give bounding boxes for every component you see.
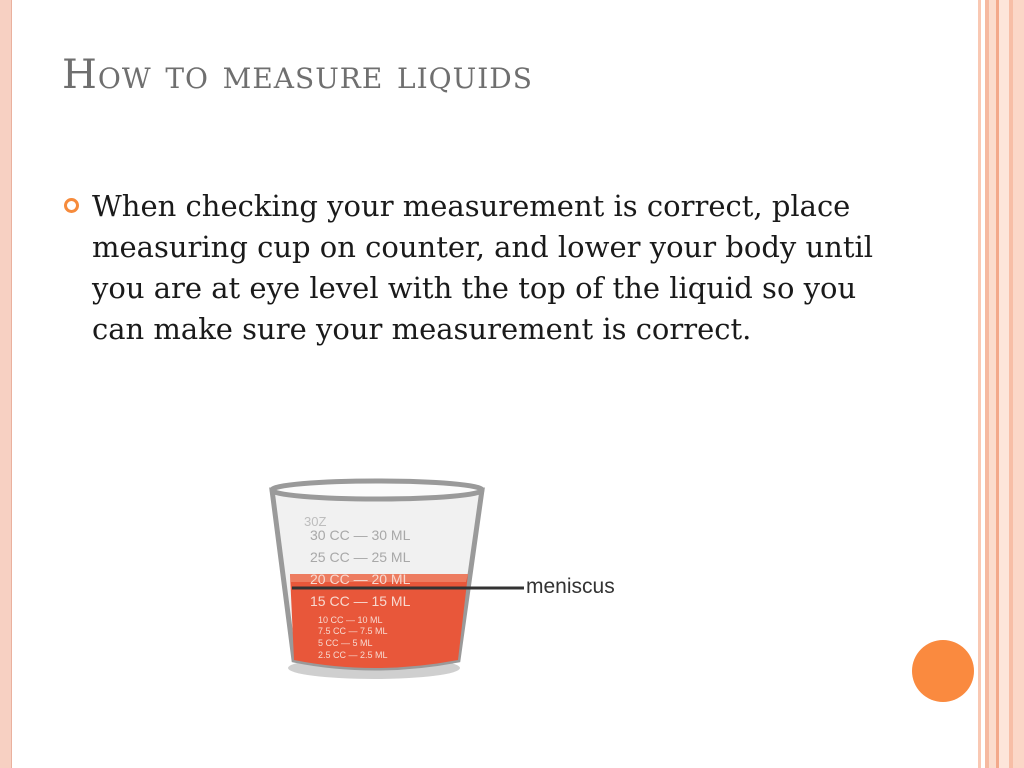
cup-top-marking: 30Z xyxy=(304,514,327,529)
bullet-circle-icon xyxy=(64,198,79,213)
scale-mark-2: 20 CC — 20 ML xyxy=(310,571,411,587)
left-border-rule xyxy=(0,0,12,768)
scale-mark-0: 30 CC — 30 ML xyxy=(310,527,411,543)
slide-title: How to measure liquids xyxy=(62,52,533,98)
measuring-cup-figure xyxy=(262,472,652,687)
scale-mark-5: 7.5 CC — 7.5 ML xyxy=(318,626,388,636)
right-decorative-stripes xyxy=(976,0,1024,768)
scale-mark-1: 25 CC — 25 ML xyxy=(310,549,411,565)
scale-mark-6: 5 CC — 5 ML xyxy=(318,638,373,648)
bullet-item xyxy=(64,186,894,350)
measuring-cup-illustration xyxy=(262,472,652,687)
bullet-text: When checking your measurement is correct, place measuring cup on counter, and lower your body until you are at eye level with the top of the liquid so you can make sure your measurement is correct. xyxy=(92,189,874,346)
scale-mark-7: 2.5 CC — 2.5 ML xyxy=(318,650,388,660)
scale-mark-3: 15 CC — 15 ML xyxy=(310,593,411,609)
scale-mark-4: 10 CC — 10 ML xyxy=(318,615,383,625)
meniscus-label: meniscus xyxy=(526,575,615,598)
orange-dot-decoration xyxy=(912,640,974,702)
cup-rim xyxy=(272,481,482,499)
